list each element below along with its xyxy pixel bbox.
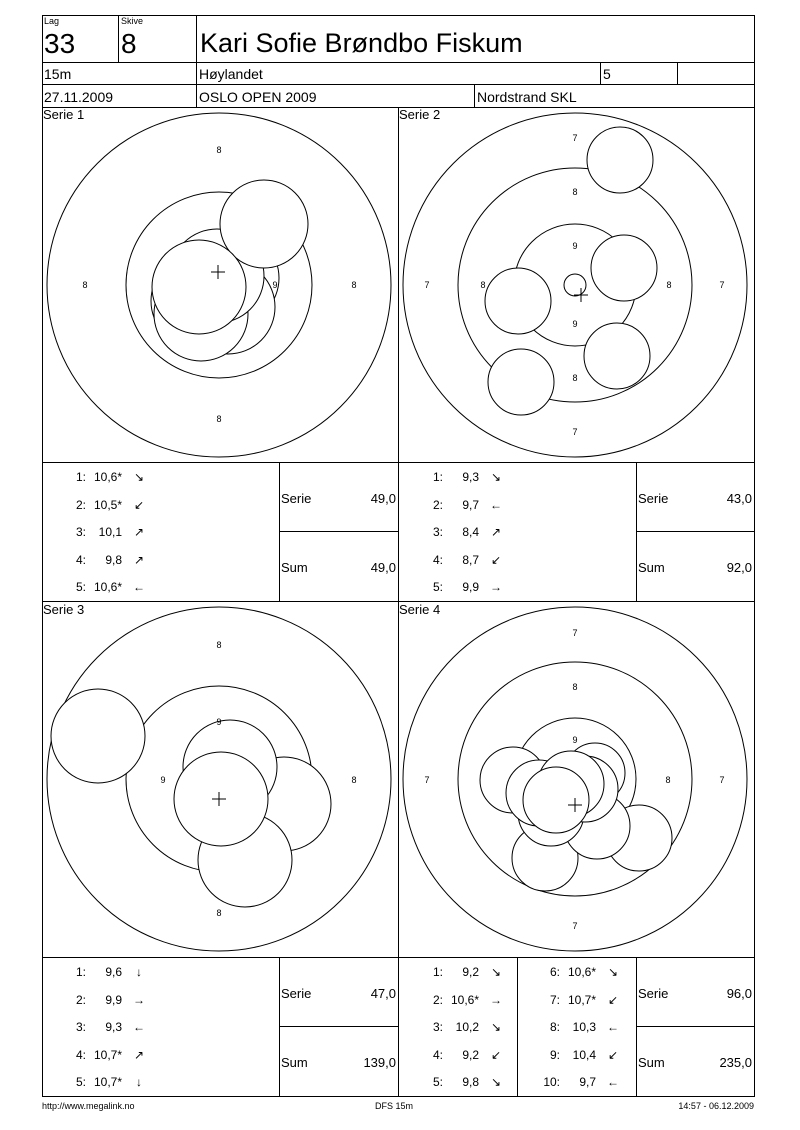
shot-value: 10,3 <box>572 1020 596 1034</box>
direction-arrow-icon: ← <box>607 1020 619 1034</box>
ring-label: 9 <box>572 735 578 745</box>
direction-arrow-icon: ↗ <box>490 525 502 539</box>
sum-label: Sum <box>281 1055 308 1070</box>
ring-label: 9 <box>216 717 222 727</box>
direction-arrow-icon: ↘ <box>607 965 619 979</box>
footer-url: http://www.megalink.no <box>42 1101 135 1111</box>
ring-label: 7 <box>572 921 578 931</box>
shot-value: 10,6* <box>93 580 122 594</box>
shot-row <box>66 1075 148 1089</box>
direction-arrow-icon: ↓ <box>136 1075 142 1089</box>
class-value: 5 <box>603 66 611 82</box>
serie-label: Serie <box>281 491 312 506</box>
shot-value: 10,7* <box>93 1047 122 1062</box>
serie-3-score: 47,0 <box>370 986 396 1001</box>
serie-2-total: 92,0 <box>726 560 752 575</box>
direction-arrow-icon: ← <box>607 1075 619 1089</box>
ring-label: 9 <box>160 775 166 785</box>
ring-label: 9 <box>572 241 578 251</box>
shot-value: 10,2 <box>455 1020 479 1034</box>
distance: 15m <box>44 66 72 82</box>
direction-arrow-icon: ↙ <box>490 1047 502 1062</box>
ring-label: 7 <box>719 280 725 290</box>
shot-row <box>423 1048 505 1062</box>
direction-arrow-icon: ↘ <box>133 470 145 484</box>
shot-row <box>423 498 505 512</box>
direction-arrow-icon: ↘ <box>490 965 502 979</box>
shot-value: 10,5* <box>93 497 122 512</box>
shot-row <box>66 993 148 1007</box>
direction-arrow-icon: ↗ <box>133 525 145 539</box>
shot-row <box>66 498 148 512</box>
shot-value: 10,7* <box>93 1075 122 1089</box>
shot-row <box>423 470 505 484</box>
shot-number: 4: <box>432 1047 443 1062</box>
ring-label: 7 <box>572 628 578 638</box>
shot-row <box>423 1075 505 1089</box>
direction-arrow-icon: ↓ <box>136 965 142 979</box>
ring-label: 8 <box>665 775 671 785</box>
shot-row <box>423 580 505 594</box>
serie-3-title: Serie 3 <box>43 602 85 617</box>
shot-number: 9: <box>549 1047 560 1062</box>
ring-label: 8 <box>82 280 88 290</box>
ring-label: 8 <box>216 908 222 918</box>
lag-label: Lag <box>44 16 60 26</box>
shot-row <box>423 965 505 979</box>
shot-value: 10,6* <box>93 470 122 484</box>
ring-label: 8 <box>351 775 357 785</box>
shot-value: 10,6* <box>450 992 479 1007</box>
ring-label: 7 <box>424 775 430 785</box>
direction-arrow-icon: ↙ <box>133 497 145 512</box>
county: Høylandet <box>199 66 263 82</box>
shot-value: 8,4 <box>462 525 479 539</box>
shot-value: 9,9 <box>105 992 122 1007</box>
ring-label: 7 <box>719 775 725 785</box>
serie-4-total: 235,0 <box>719 1055 752 1070</box>
direction-arrow-icon: ↘ <box>490 1075 502 1089</box>
ring-label: 8 <box>572 373 578 383</box>
ring-label: 8 <box>572 682 578 692</box>
serie-4-title: Serie 4 <box>399 602 441 617</box>
serie-2-score: 43,0 <box>726 491 752 506</box>
shot-number: 5: <box>432 1075 443 1089</box>
shot-row <box>540 1075 622 1089</box>
ring-label: 8 <box>572 187 578 197</box>
serie-1-target <box>43 108 398 462</box>
serie-3-target <box>43 603 398 957</box>
skive-value: 8 <box>121 28 137 59</box>
shot-number: 3: <box>432 525 443 539</box>
shot-number: 2: <box>432 992 443 1007</box>
shot-number: 2: <box>75 992 86 1007</box>
shot-number: 2: <box>75 497 86 512</box>
shot-value: 9,3 <box>462 470 479 484</box>
shot-number: 3: <box>75 525 86 539</box>
serie-4-target <box>399 603 754 957</box>
serie-3-total: 139,0 <box>363 1055 396 1070</box>
direction-arrow-icon: ← <box>490 497 502 512</box>
serie-label: Serie <box>638 986 669 1001</box>
shot-number: 7: <box>549 992 560 1007</box>
shot-row <box>66 1048 148 1062</box>
shot-row <box>423 525 505 539</box>
shot-row <box>540 965 622 979</box>
shot-number: 1: <box>75 965 86 979</box>
serie-1-total: 49,0 <box>370 560 396 575</box>
shot-number: 3: <box>75 1020 86 1034</box>
club-name: Nordstrand SKL <box>477 89 577 105</box>
ring-label: 8 <box>666 280 672 290</box>
direction-arrow-icon: ↙ <box>607 1047 619 1062</box>
serie-2-title: Serie 2 <box>399 107 441 122</box>
shot-row <box>540 993 622 1007</box>
shot-row <box>66 470 148 484</box>
shot-number: 5: <box>432 580 443 594</box>
shot-number: 4: <box>75 552 86 567</box>
shot-row <box>423 993 505 1007</box>
ring-label: 7 <box>572 133 578 143</box>
event-name: OSLO OPEN 2009 <box>199 89 317 105</box>
ring-label: 9 <box>272 280 278 290</box>
serie-label: Serie <box>281 986 312 1001</box>
shot-row <box>66 553 148 567</box>
shot-value: 9,7 <box>579 1075 596 1089</box>
serie-4-score: 96,0 <box>726 986 752 1001</box>
ring-label: 8 <box>351 280 357 290</box>
shot-value: 9,9 <box>462 580 479 594</box>
shot-value: 9,7 <box>462 497 479 512</box>
shot-value: 10,1 <box>98 525 122 539</box>
serie-1-score: 49,0 <box>370 491 396 506</box>
shot-number: 2: <box>432 497 443 512</box>
sum-label: Sum <box>638 560 665 575</box>
shot-row <box>66 965 148 979</box>
ring-label: 7 <box>424 280 430 290</box>
direction-arrow-icon: ↘ <box>490 470 502 484</box>
shot-number: 1: <box>432 470 443 484</box>
direction-arrow-icon: ↘ <box>490 1020 502 1034</box>
shot-row <box>540 1020 622 1034</box>
shot-number: 4: <box>75 1047 86 1062</box>
shot-number: 6: <box>549 965 560 979</box>
ring-label: 8 <box>216 414 222 424</box>
shot-value: 9,8 <box>105 552 122 567</box>
shot-row <box>66 580 148 594</box>
shot-value: 9,3 <box>105 1020 122 1034</box>
shot-value: 9,8 <box>462 1075 479 1089</box>
sum-label: Sum <box>281 560 308 575</box>
serie-label: Serie <box>638 491 669 506</box>
direction-arrow-icon: ← <box>133 580 145 594</box>
direction-arrow-icon: ↗ <box>133 552 145 567</box>
shot-value: 10,7* <box>567 992 596 1007</box>
footer-program: DFS 15m <box>375 1101 414 1111</box>
direction-arrow-icon: ↙ <box>607 992 619 1007</box>
ring-label: 8 <box>216 145 222 155</box>
shot-value: 9,6 <box>105 965 122 979</box>
shot-number: 4: <box>432 552 443 567</box>
shot-value: 8,7 <box>462 552 479 567</box>
skive-label: Skive <box>121 16 144 26</box>
direction-arrow-icon: → <box>490 580 502 594</box>
shot-row <box>66 1020 148 1034</box>
shot-row <box>540 1048 622 1062</box>
shot-value: 9,2 <box>462 965 479 979</box>
shot-row <box>423 1020 505 1034</box>
shooter-name: Kari Sofie Brøndbo Fiskum <box>200 28 523 58</box>
shot-number: 1: <box>432 965 443 979</box>
sum-label: Sum <box>638 1055 665 1070</box>
shot-number: 8: <box>549 1020 560 1034</box>
serie-2-target <box>399 108 754 462</box>
shot-value: 10,6* <box>567 965 596 979</box>
shot-number: 1: <box>75 470 86 484</box>
lag-value: 33 <box>44 28 76 59</box>
ring-label: 9 <box>572 319 578 329</box>
shot-value: 10,4 <box>572 1047 596 1062</box>
serie-1-title: Serie 1 <box>43 107 85 122</box>
shot-number: 5: <box>75 580 86 594</box>
ring-label: 8 <box>216 640 222 650</box>
date: 27.11.2009 <box>44 89 114 105</box>
direction-arrow-icon: ↙ <box>490 552 502 567</box>
direction-arrow-icon: ↗ <box>133 1047 145 1062</box>
shot-value: 9,2 <box>462 1047 479 1062</box>
shot-number: 5: <box>75 1075 86 1089</box>
shot-row <box>423 553 505 567</box>
ring-label: 7 <box>572 427 578 437</box>
ring-label: 8 <box>480 280 486 290</box>
direction-arrow-icon: ← <box>133 1020 145 1034</box>
footer-timestamp: 14:57 - 06.12.2009 <box>678 1101 754 1111</box>
shot-row <box>66 525 148 539</box>
direction-arrow-icon: → <box>490 992 502 1007</box>
shot-number: 10: <box>543 1075 560 1089</box>
direction-arrow-icon: → <box>133 992 145 1007</box>
shot-number: 3: <box>432 1020 443 1034</box>
